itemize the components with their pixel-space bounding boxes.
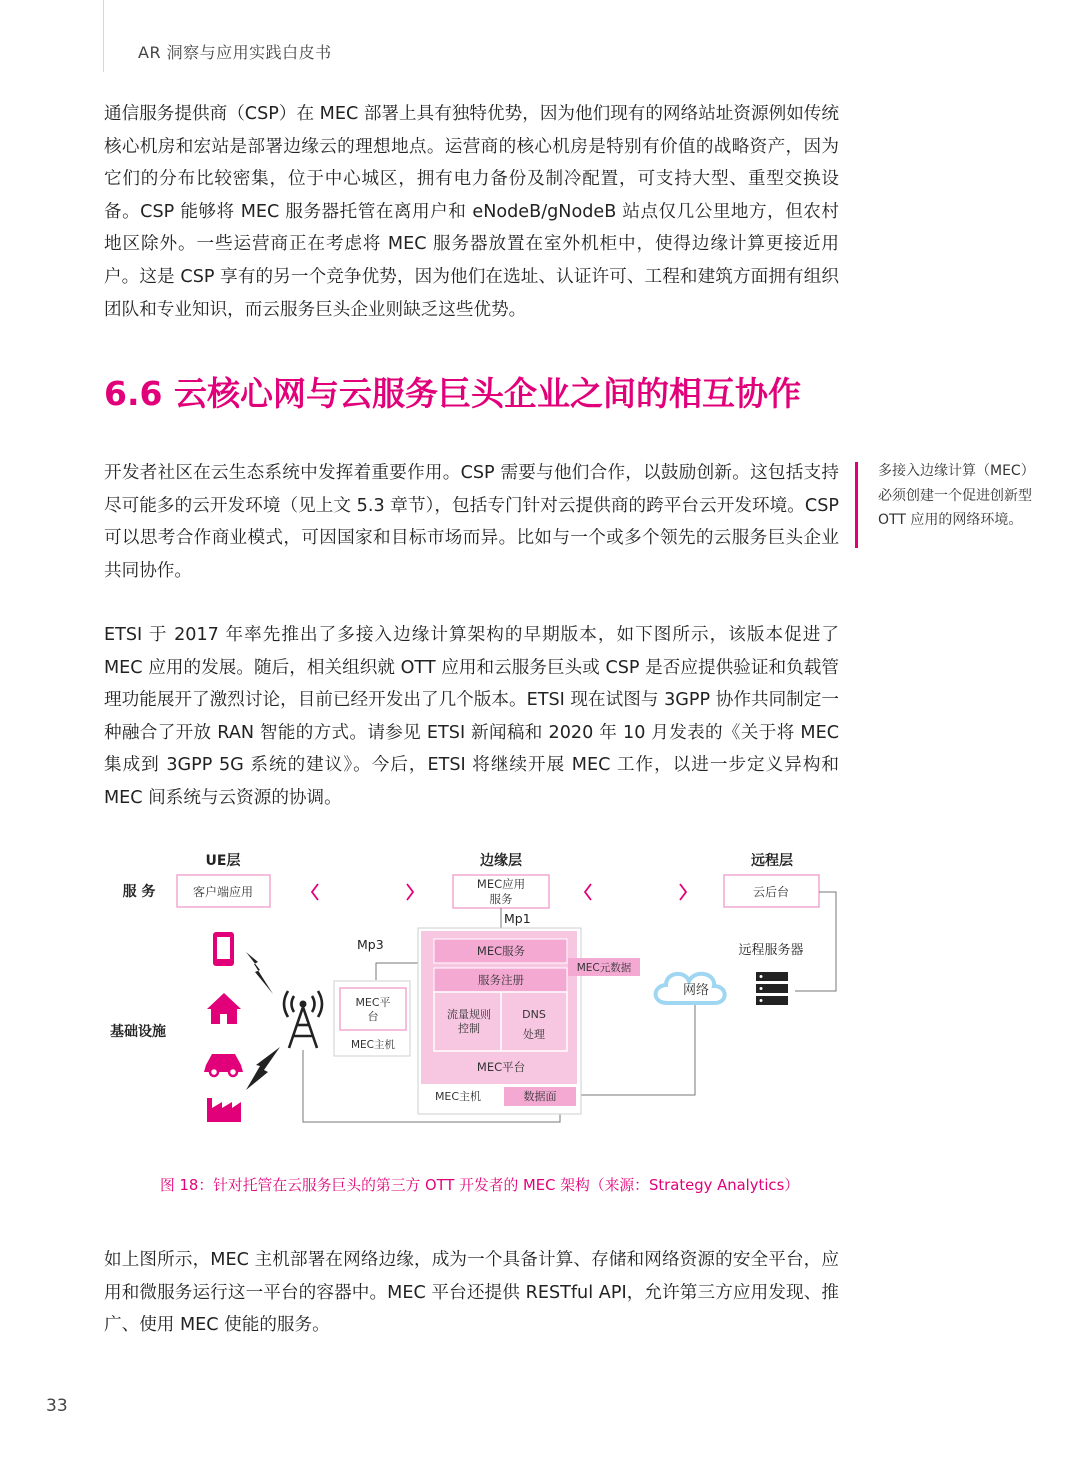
mec-platform-label: MEC平台 — [476, 1060, 526, 1074]
dns-label-1: DNS — [522, 1008, 546, 1021]
figure-caption: 图 18：针对托管在云服务巨头的第三方 OTT 开发者的 MEC 架构（来源：Strategy Analytics） — [160, 1177, 800, 1194]
chevron-right-icon — [680, 884, 686, 900]
page-number: 33 — [46, 1396, 68, 1416]
mec-service-label: MEC服务 — [476, 944, 526, 958]
paragraph-csp-advantage: 通信服务提供商（CSP）在 MEC 部署上具有独特优势，因为他们现有的网络站址资源例如传统核心机房和宏站是部署边缘云的理想地点。运营商的核心机房是特别有价值的战略资产，因为它们的分布比较密集，位于中心城区，拥有电力备份及制冷配置，可支持大型、重型交换设备。CSP 能够将 MEC 服务器托管在离用户和 eNodeB/gNodeB 站点仅几公里地方，但农村地区除外。一些运营商正在考虑将 MEC 服务器放置在室外机柜中，使得边缘计算更接近用户。这是 CSP 享有的另一个竞争优势，因为他们在选址、认证许可、工程和建筑方面拥有组织团队和专业知识，而云服务巨头企业则缺乏这些优势。 — [104, 104, 839, 320]
cell-tower-icon — [284, 991, 322, 1048]
section-heading: 6.6 云核心网与云服务巨头企业之间的相互协作 — [104, 374, 801, 413]
paragraph-mec-host: 如上图所示，MEC 主机部署在网络边缘，成为一个具备计算、存储和网络资源的安全平台，应用和微服务运行这一平台的容器中。MEC 平台还提供 RESTful API，允许第三方应用发现、推广、使用 MEC 使能的服务。 — [104, 1250, 839, 1336]
cloud-backend-label: 云后台 — [752, 885, 790, 899]
sidenote-accent-bar — [855, 462, 858, 548]
home-icon — [207, 993, 241, 1024]
remote-server-label: 远程服务器 — [738, 943, 804, 958]
lightning-icon — [246, 1047, 280, 1090]
chevron-right-icon — [407, 884, 413, 900]
traffic-rules-label-2: 控制 — [458, 1022, 480, 1035]
mec-app-label-1: MEC应用 — [476, 877, 526, 891]
service-registry-label: 服务注册 — [478, 973, 524, 987]
chevron-left-icon — [312, 884, 318, 900]
row-service-label: 服 务 — [122, 884, 156, 900]
server-icon — [756, 972, 788, 1005]
sidenote: 多接入边缘计算（MEC）必须创建一个促进创新型 OTT 应用的网络环境。 — [878, 463, 1035, 528]
chevron-left-icon — [585, 884, 591, 900]
small-host-label: MEC主机 — [350, 1039, 396, 1051]
dns-label-2: 处理 — [523, 1028, 545, 1041]
document-title: AR 洞察与应用实践白皮书 — [138, 43, 332, 62]
mec-app-label-2: 服务 — [489, 892, 513, 906]
network-label: 网络 — [682, 983, 710, 998]
header-divider — [103, 0, 104, 72]
row-infra-label: 基础设施 — [110, 1024, 166, 1040]
factory-icon — [207, 1098, 241, 1122]
car-icon — [204, 1054, 243, 1076]
phone-icon — [213, 932, 234, 966]
small-platform-label-2: 台 — [367, 1010, 379, 1023]
small-mec-platform-box — [340, 988, 406, 1030]
mp3-label: Mp3 — [357, 937, 384, 952]
traffic-rules-label-1: 流量规则 — [447, 1008, 491, 1021]
mec-metadata-label: MEC元数据 — [576, 962, 632, 974]
data-plane-label: 数据面 — [523, 1090, 557, 1103]
paragraph-etsi: ETSI 于 2017 年率先推出了多接入边缘计算架构的早期版本，如下图所示，该版本促进了 MEC 应用的发展。随后，相关组织就 OTT 应用和云服务巨头或 CSP 是否应提供验证和负载管理功能展开了激烈讨论，目前已经开发出了几个版本。ETSI 现在试图与 3GPP 协作共同制定一种融合了开放 RAN 智能的方式。请参见 ETSI 新闻稿和 2020 年 10 月发表的《关于将 MEC 集成到 3GPP 5G 系统的建议》。今后，ETSI 将继续开展 MEC 工作，以进一步定义异构和 MEC 间系统与云资源的协调。 — [104, 625, 839, 808]
mp1-label: Mp1 — [504, 911, 531, 926]
paragraph-developer-community: 开发者社区在云生态系统中发挥着重要作用。CSP 需要与他们合作，以鼓励创新。这包括支持尽可能多的云开发环境（见上文 5.3 章节），包括专门针对云提供商的跨平台云开发环境。CSP 可以思考合作商业模式，可因国家和目标市场而异。比如与一个或多个领先的云服务巨头企业共同协作。 — [104, 463, 839, 581]
layer-edge-label: 边缘层 — [480, 853, 522, 869]
layer-remote-label: 远程层 — [751, 853, 793, 869]
layer-ue-label: UE层 — [205, 853, 241, 869]
mp3-link — [376, 963, 420, 980]
mec-host-label: MEC主机 — [434, 1090, 482, 1103]
network-link — [580, 1005, 695, 1095]
client-app-label: 客户端应用 — [192, 885, 254, 899]
small-platform-label-1: MEC平 — [355, 996, 391, 1009]
mec-architecture-diagram — [100, 840, 840, 1160]
lightning-icon — [246, 952, 273, 994]
